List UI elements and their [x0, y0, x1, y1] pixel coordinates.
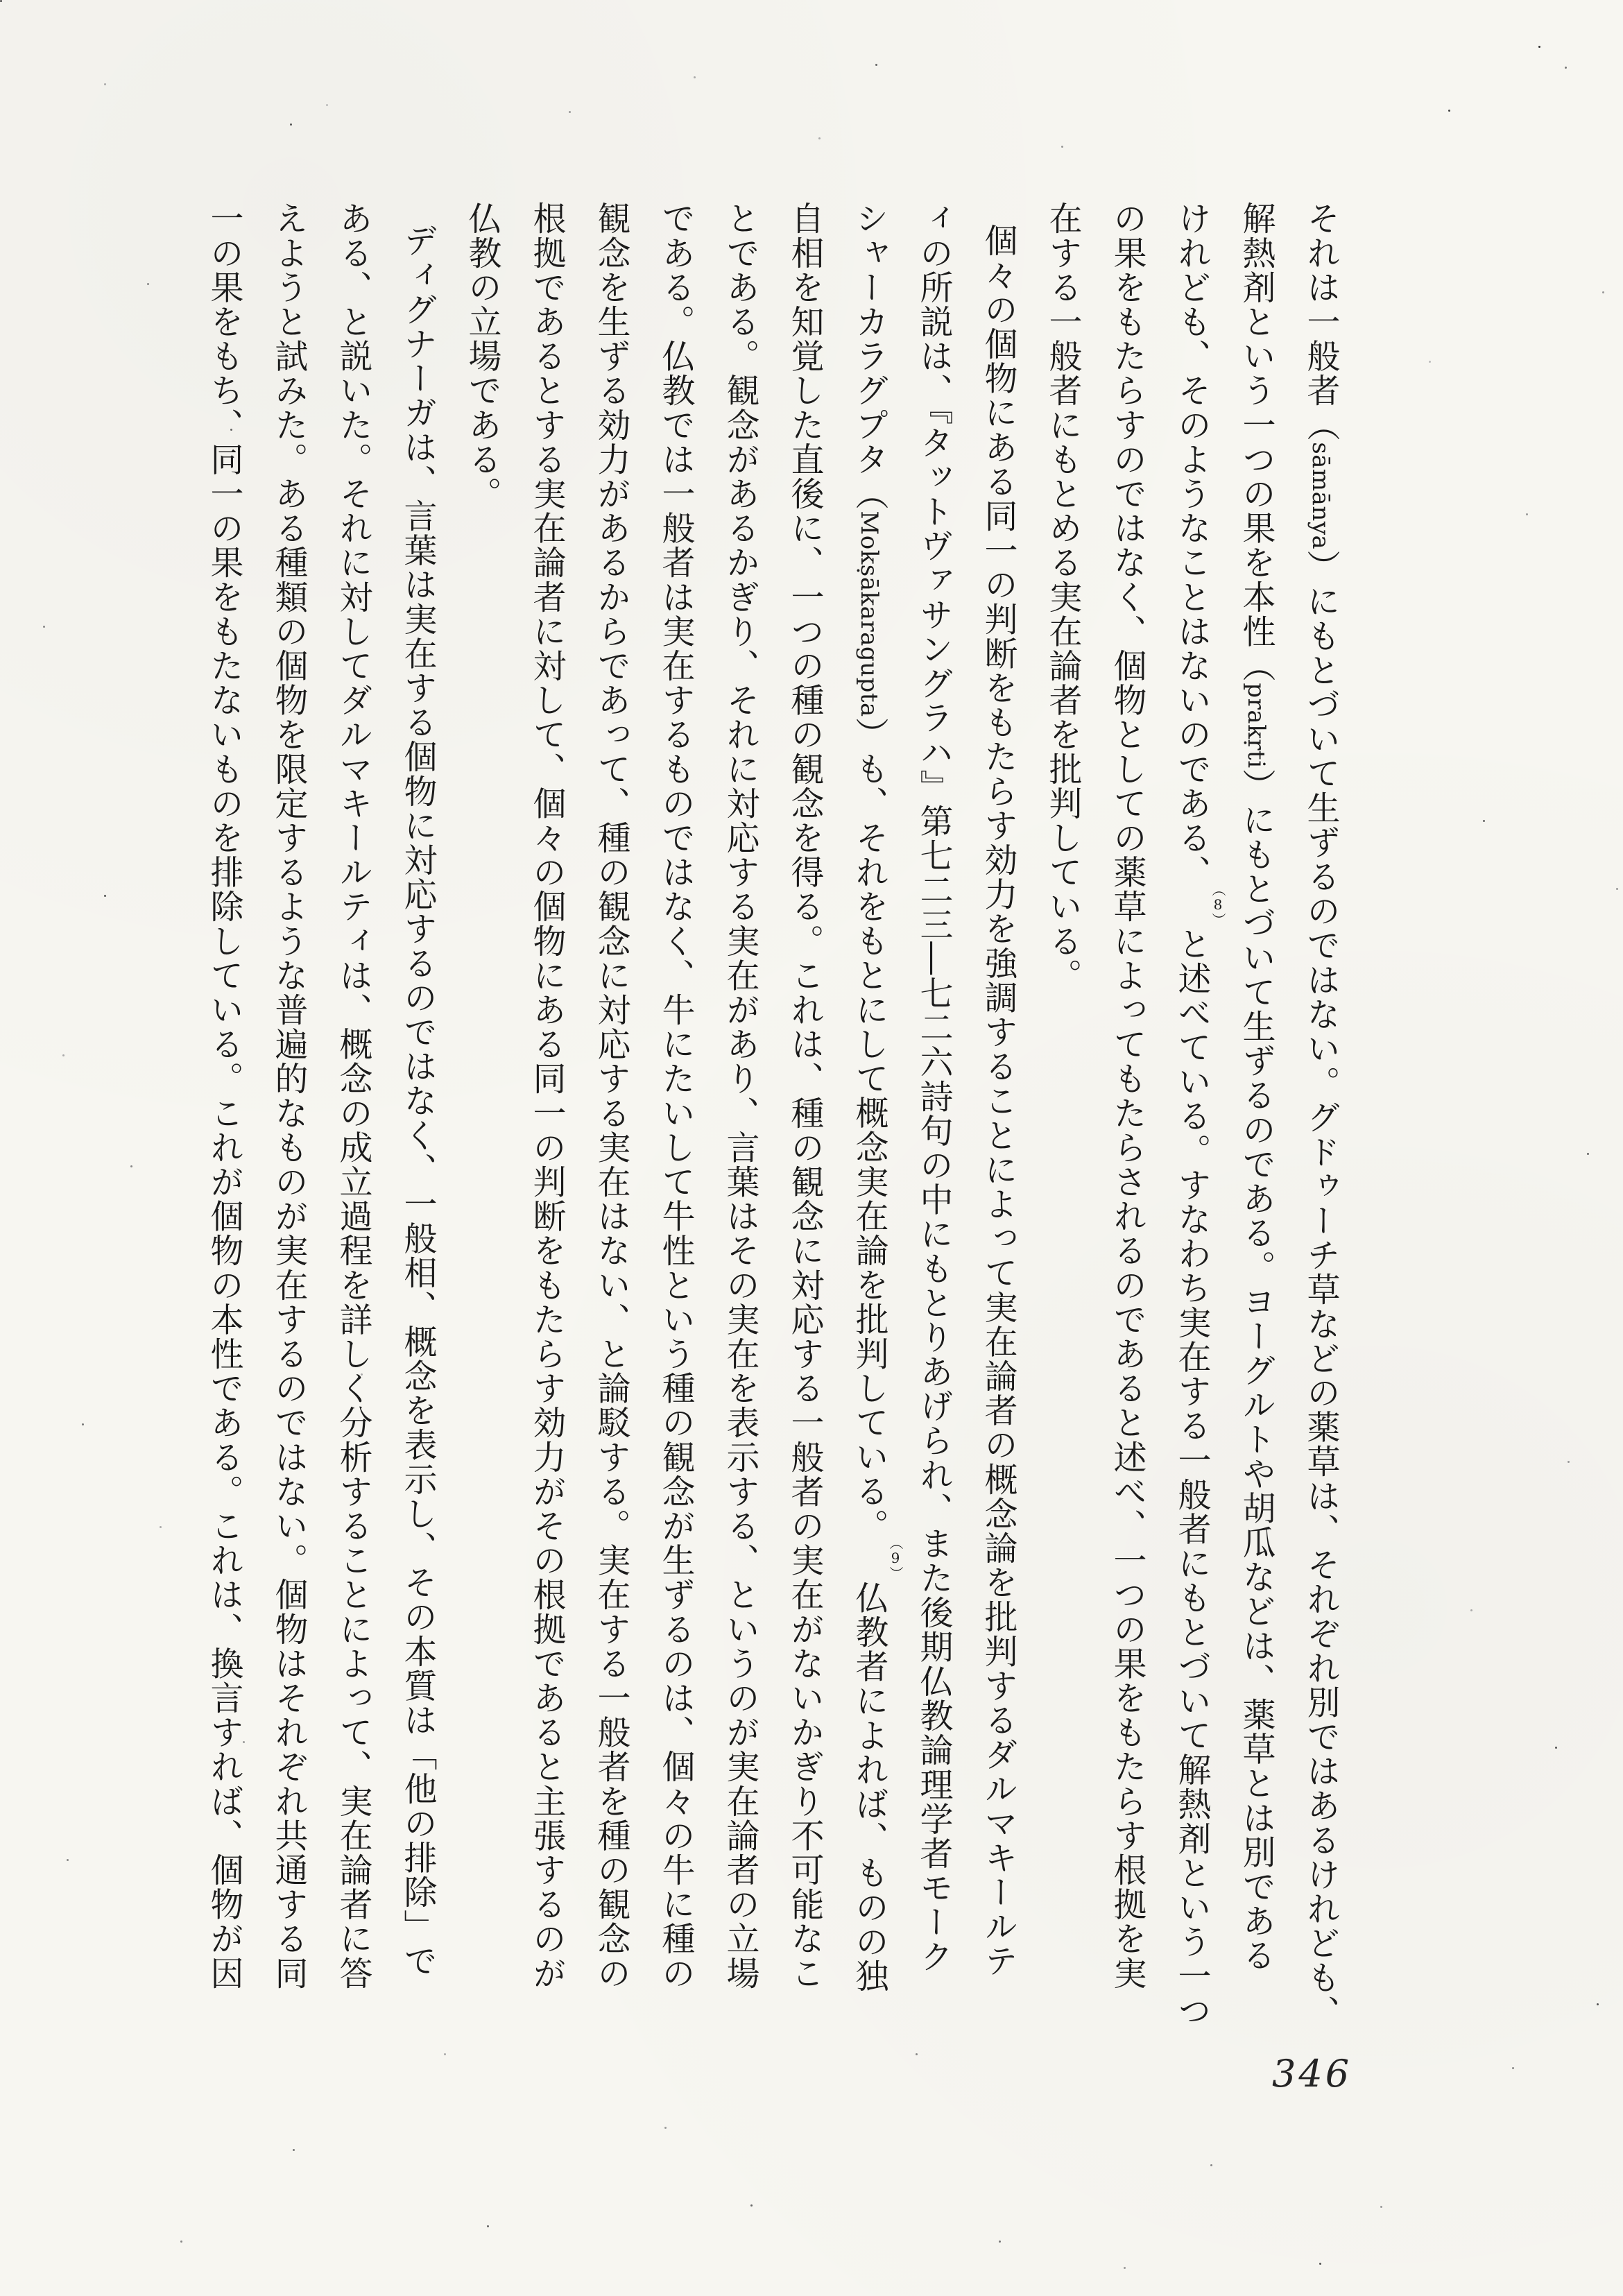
text-column: それは一般者（sāmānya）にもとづいて生ずるのではない。グドゥーチ草などの薬草は、それぞれ別ではあるけれども、 [1301, 201, 1340, 2030]
text-column: である。仏教では一般者は実在するものではなく、牛にたいして牛性という種の観念が生ずるのは、個々の牛に種の [656, 201, 695, 1991]
text-column: 仏教の立場である。 [463, 201, 501, 511]
text-column: ある、と説いた。それに対してダルマキールティは、概念の成立過程を詳しく分析することによって、実在論者に答 [334, 201, 372, 1991]
text-column: 観念を生ずる効力があるからであって、種の観念に対応する実在はない、と論駁する。実在する一般者を種の観念の [592, 201, 630, 1991]
footnote-marker: （9） [887, 1543, 904, 1581]
text-column: 一の果をもち、同一の果をもたないものを排除している。これが個物の本性である。これは、換言すれば、個物が因 [205, 201, 243, 1991]
text-column: の果をもたらすのではなく、個物としての薬草によってもたらされるのであると述べ、一つの果をもたらす根拠を実 [1108, 201, 1147, 1991]
text-column: 自相を知覚した直後に、一つの種の観念を得る。これは、種の観念に対応する一般者の実在がないかぎり不可能なこ [785, 201, 824, 1991]
romanized-sanskrit-term: prakṛti [1242, 683, 1270, 769]
text-column: ディグナーガは、言葉は実在する個物に対応するのではなく、一般相、概念を表示し、その本質は「他の排除」で [398, 223, 437, 1978]
text-column: 根拠であるとする実在論者に対して、個々の個物にある同一の判断をもたらす効力がその根拠であると主張するのが [527, 201, 566, 1991]
footnote-marker: （8） [1210, 889, 1226, 927]
text-column: けれども、そのようなことはないのである、（8）と述べている。すなわち実在する一般者にもとづいて解熱剤という一つ [1172, 201, 1226, 2028]
text-column: 在する一般者にもとめる実在論者を批判している。 [1043, 201, 1082, 993]
text-column: えようと試みた。ある種類の個物を限定するような普遍的なものが実在するのではない。個物はそれぞれ共通する同 [269, 201, 308, 1991]
text-column: シャーカラグプタ（Mokṣākaragupta）も、それをもとにして概念実在論を批判している。（9）仏教者によれば、ものの独 [850, 201, 904, 1994]
text-column: 解熱剤という一つの果を本性（prakṛti）にもとづいて生ずるのである。ヨーグルトや胡瓜などは、薬草とは別である [1237, 201, 1276, 1973]
scan-speckle-layer [0, 0, 2, 2]
footnote-number: 9 [887, 1550, 904, 1567]
footnote-number: 8 [1210, 896, 1226, 913]
romanized-sanskrit-term: sāmānya [1307, 442, 1334, 550]
text-column: ィの所説は、『タットヴァサングラハ』第七二三―七二六詩句の中にもとりあげられ、また後期仏教論理学者モーク [914, 201, 953, 1974]
romanized-sanskrit-term: Mokṣākaragupta [855, 511, 883, 717]
page-number: 346 [1272, 2052, 1352, 2096]
text-column: 個々の個物にある同一の判断をもたらす効力を強調することによって実在論者の概念論を批判するダルマキールテ [979, 223, 1017, 1978]
vertical-text-block [191, 201, 1352, 2030]
text-column: とである。観念があるかぎり、それに対応する実在があり、言葉はその実在を表示する、というのが実在論者の立場 [721, 201, 759, 1991]
